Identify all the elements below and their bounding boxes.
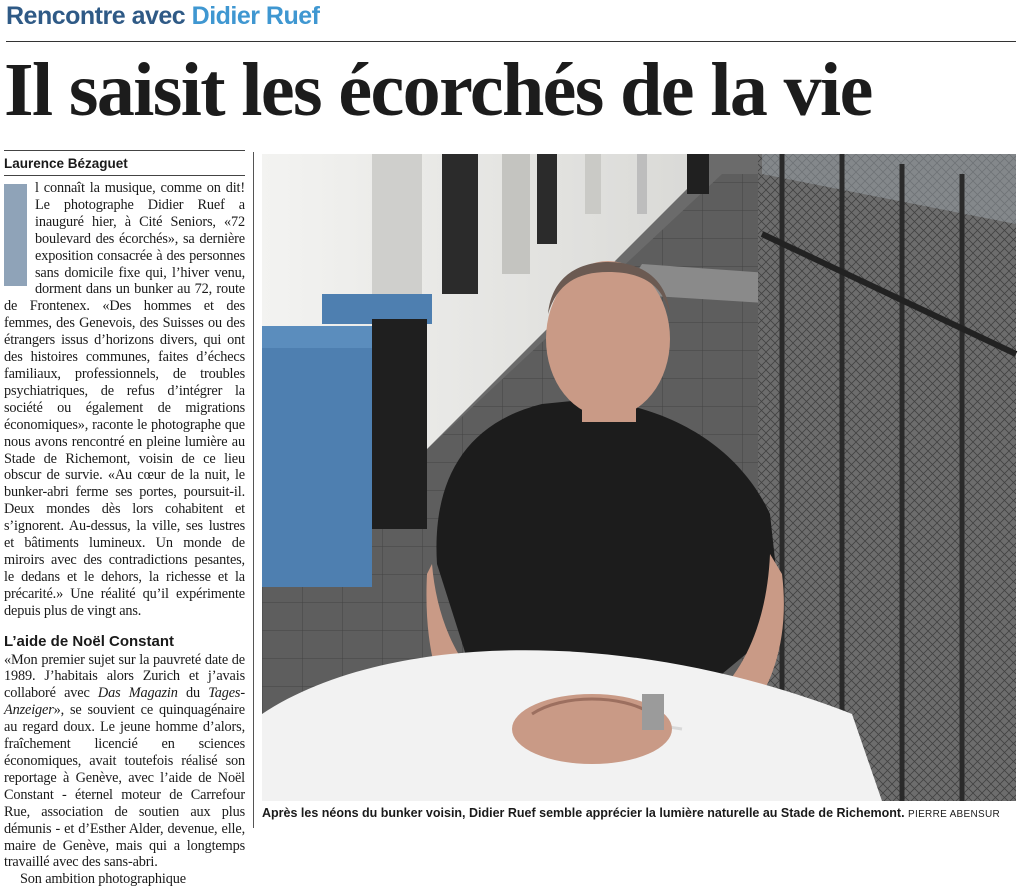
article-photo [262,154,1016,801]
paragraph-intro [4,180,245,620]
paragraph-second-part2: du [177,685,209,702]
article-column [4,150,245,888]
paragraph-second [4,652,245,872]
paragraph-third: Son ambition photographique [20,871,186,888]
paragraph-second-part3: », se souvient ce quinquagénaire au regard doux. Le jeune homme d’alors, fraîchement licencié en sciences économiques, avait toutefois réalisé son reportage à Genève, avec l’aide de Noël Constant - éternel moteur de Carrefour Rue, association de soutien aux plus démunis - et d’Esther Alder, devenue, elle, maire de Genève, mais qui a longtemps travaillé avec des sans-abri. [4,702,245,871]
photo-illustration [262,154,1016,801]
column-divider [253,152,254,828]
drop-cap-block [4,184,27,286]
paragraph-second-part1: «Mon premier sujet sur la pauvreté date de 1989. J’habitais alors Zurich et j’avais collaboré avec [4,651,245,702]
kicker [6,2,320,31]
caption-text: Après les néons du bunker voisin, Didier Ruef semble apprécier la lumière naturelle au Stade de Richemont. [262,806,909,820]
section-title: L’aide de Noël Constant [4,632,175,650]
newspaper-name: Tages-Anzeiger [4,685,245,719]
headline: Il saisit les écorchés de la vie [4,48,872,132]
byline: Laurence Bézaguet [4,156,128,171]
paragraph-intro-text: l connaît la musique, comme on dit! Le photographe Didier Ruef a inauguré hier, à Cité Seniors, «72 boulevard des écorchés», sa dernière exposition consacrée à des personnes sans domicile fixe qui, l’hiver venu, dorment dans un bunker au 72, route de Frontenex. «Des hommes et des femmes, des Genevois, des Suisses ou des étrangers issus d’horizons divers, qui ont des histoires communes, faites d’échecs familiaux, professionnels, de troubles psychiatriques, de refus d’intégrer la société ou également de migrations économiques», raconte le photographe que nous avons rencontré en pleine lumière au Stade de Richemont, voisin de ce lieu obscur de survie. «Au cœur de la nuit, le bunker-abri ferme ses portes, poursuit-il. Deux mondes dès lors cohabitent et s’ignorent. Au-dessus, la ville, ses lustres et bâtiments lumineux. Un monde de miroirs avec des contradictions pesantes, le dedans et le dehors, la richesse et la précarité.» Une réalité qu’il expérimente depuis plus de vingt ans. [4,180,245,619]
byline-rule-top [4,150,245,151]
byline-rule-bottom [4,175,245,176]
kicker-subject: Didier Ruef [191,2,320,30]
photo-caption [262,806,1022,820]
photo-credit: PIERRE ABENSUR [908,809,1001,820]
publication-name: Das Magazin [97,685,178,702]
header-rule [6,41,1016,42]
kicker-label: Rencontre avec [6,2,192,30]
